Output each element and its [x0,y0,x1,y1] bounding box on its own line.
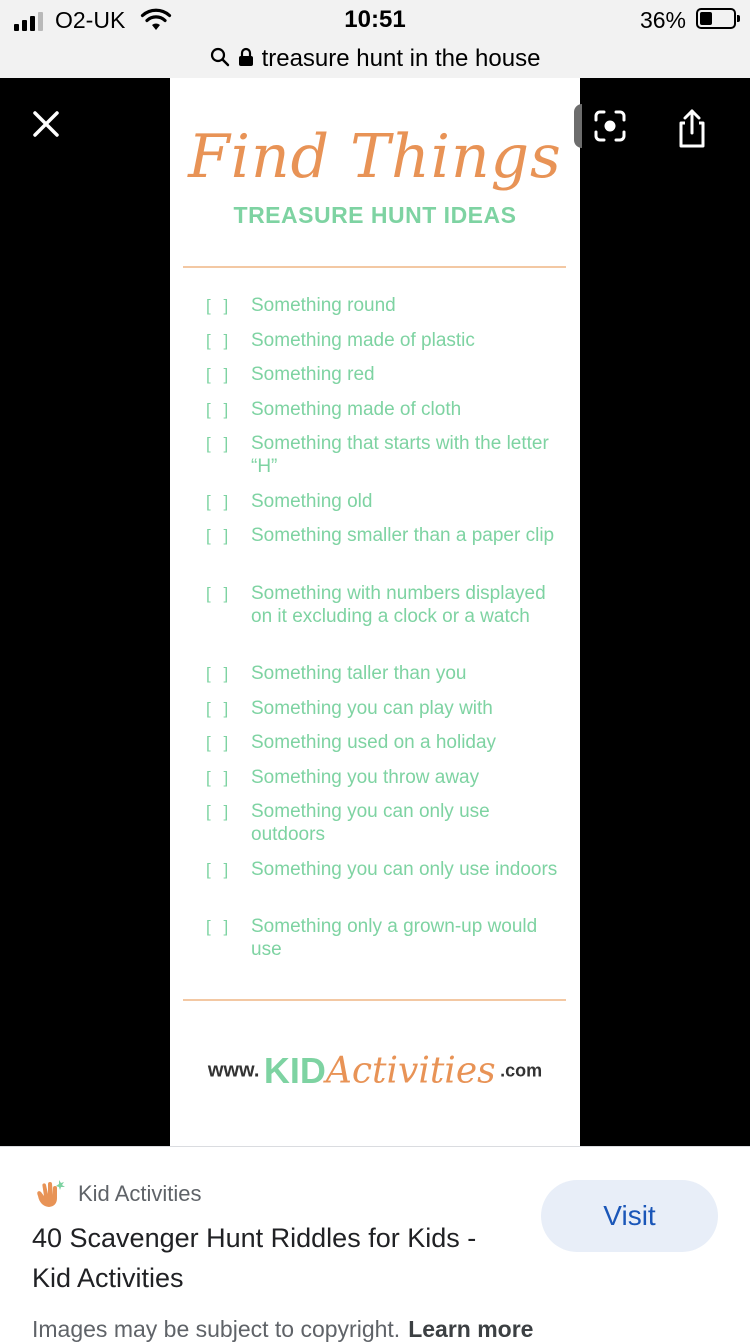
battery-icon [696,8,736,29]
lens-icon [593,109,627,143]
card-divider [0,1146,750,1147]
checkbox-glyph: [ ] [206,526,233,545]
copyright-text: Images may be subject to copyright. [32,1316,401,1342]
checkbox-glyph: [ ] [206,733,233,752]
site-brand-activities: Activities [325,1050,496,1092]
checkbox-glyph: [ ] [206,767,233,787]
clock: 10:51 [344,6,406,33]
close-button[interactable] [28,106,64,142]
source-row[interactable] [32,1176,202,1212]
checkbox-glyph: [ ] [206,664,233,683]
checklist-item-label: Something made of plastic [251,329,475,351]
treasure-checklist [170,78,580,1146]
checklist-item-label: Something you can only use indoors [251,858,558,880]
checkbox-glyph: [ ] [206,917,233,936]
checkbox-glyph: [ ] [206,365,233,384]
bottom-divider [183,999,566,1001]
checklist-item-label: Something made of cloth [251,398,462,420]
checklist-item-label: Something smaller than a paper clip [251,525,555,546]
poster-website [170,1050,580,1092]
poster-image [170,78,580,1146]
source-name: Kid Activities [78,1181,202,1206]
checkbox-glyph: [ ] [206,491,233,511]
hand-logo-icon [32,1176,68,1212]
lock-icon [238,47,254,72]
checkbox-glyph: [ ] [206,583,233,603]
share-icon [670,106,714,150]
checklist-item-label: Something you throw away [251,766,480,788]
learn-more-link[interactable]: Learn more [408,1316,534,1342]
checklist-item-label: Something round [251,295,396,316]
result-title-link[interactable]: 40 Scavenger Hunt Riddles for Kids - Kid Activities [32,1223,477,1293]
battery-percent: 36% [639,7,686,33]
checklist-item-label: Something you can play with [251,697,493,719]
checklist-item-label: Something only a grown-up would use [251,916,538,960]
checkbox-glyph: [ ] [206,330,233,350]
poster-subtitle: TREASURE HUNT IDEAS [233,202,517,228]
checkbox-glyph: [ ] [206,399,233,419]
close-icon [28,106,64,142]
checklist-item-label: Something you can only use outdoors [251,801,490,845]
checklist-item-label: Something that starts with the letter “H” [251,433,549,477]
visit-button[interactable]: Visit [541,1180,718,1252]
image-viewer [0,78,750,1146]
checklist-item-label: Something with numbers displayed on it excluding a clock or a watch [251,582,546,627]
site-brand-kid: KID [263,1050,326,1091]
checklist-item-label: Something red [251,364,375,385]
status-bar [0,0,750,40]
checkbox-glyph: [ ] [206,296,233,315]
share-button[interactable] [670,106,714,150]
url-bar[interactable] [0,40,750,78]
poster-title: Find Things [188,122,562,192]
search-icon [210,47,230,72]
site-prefix: www. [207,1059,260,1082]
url-query: treasure hunt in the house [261,45,541,72]
checklist-item-label: Something used on a holiday [251,732,497,753]
lens-button[interactable] [574,98,646,154]
checkbox-glyph: [ ] [206,802,233,821]
checkbox-glyph: [ ] [206,434,233,453]
checklist-item-label: Something old [251,490,373,512]
checkbox-glyph: [ ] [206,859,233,879]
checkbox-glyph: [ ] [206,698,233,718]
battery-level [700,12,712,25]
checklist-item-label: Something taller than you [251,663,467,684]
site-suffix: .com [500,1060,543,1081]
copyright-notice [32,1316,533,1343]
carrier-name: O2-UK [55,7,126,33]
